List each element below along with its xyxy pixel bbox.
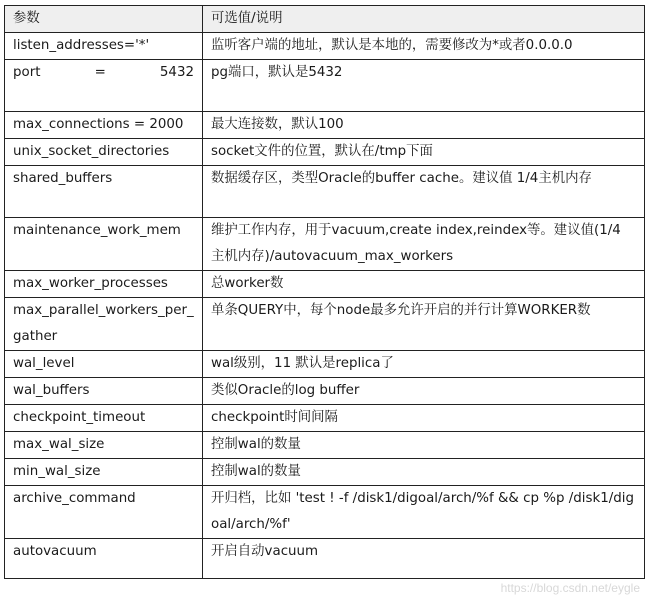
param-desc: 监听客户端的地址，默认是本地的，需要修改为*或者0.0.0.0 <box>203 33 645 60</box>
table-row <box>5 486 645 539</box>
table-row <box>5 432 645 459</box>
header-row <box>5 6 645 33</box>
param-name: max_worker_processes <box>5 271 203 298</box>
param-name: unix_socket_directories <box>5 139 203 166</box>
param-desc: pg端口，默认是5432 <box>203 60 645 112</box>
param-name <box>5 60 203 112</box>
param-name: wal_level <box>5 351 203 378</box>
param-desc: 开归档，比如 'test ! -f /disk1/digoal/arch/%f && cp %p /disk1/digoal/arch/%f' <box>203 486 645 539</box>
table-body <box>5 33 645 579</box>
table-row <box>5 378 645 405</box>
port-key: port <box>13 65 41 80</box>
param-desc: 最大连接数，默认100 <box>203 112 645 139</box>
param-name: wal_buffers <box>5 378 203 405</box>
table-row <box>5 405 645 432</box>
table-row <box>5 539 645 579</box>
param-desc: 控制wal的数量 <box>203 459 645 486</box>
table-row <box>5 33 645 60</box>
param-name: checkpoint_timeout <box>5 405 203 432</box>
table-row <box>5 271 645 298</box>
param-desc: 数据缓存区，类型Oracle的buffer cache。建议值 1/4主机内存 <box>203 166 645 218</box>
param-desc: 维护工作内存，用于vacuum,create index,reindex等。建议值(1/4 主机内存)/autovacuum_max_workers <box>203 218 645 271</box>
header-desc: 可选值/说明 <box>203 6 645 33</box>
param-name: max_connections = 2000 <box>5 112 203 139</box>
param-name: maintenance_work_mem <box>5 218 203 271</box>
table-row <box>5 218 645 271</box>
parameter-table <box>4 5 645 579</box>
table-row <box>5 60 645 112</box>
table-row <box>5 298 645 351</box>
param-desc: 单条QUERY中，每个node最多允许开启的并行计算WORKER数 <box>203 298 645 351</box>
param-name: listen_addresses='*' <box>5 33 203 60</box>
param-name: max_wal_size <box>5 432 203 459</box>
param-desc: checkpoint时间间隔 <box>203 405 645 432</box>
param-desc: socket文件的位置，默认在/tmp下面 <box>203 139 645 166</box>
port-name-cell <box>13 60 194 86</box>
watermark-text: https://blog.csdn.net/eygle <box>500 581 640 595</box>
param-desc: wal级别，11 默认是replica了 <box>203 351 645 378</box>
param-name: shared_buffers <box>5 166 203 218</box>
table-row <box>5 112 645 139</box>
table-row <box>5 139 645 166</box>
param-name: autovacuum <box>5 539 203 579</box>
param-name: min_wal_size <box>5 459 203 486</box>
table-row <box>5 459 645 486</box>
param-desc: 总worker数 <box>203 271 645 298</box>
header-param: 参数 <box>5 6 203 33</box>
param-name: max_parallel_workers_per_gather <box>5 298 203 351</box>
table-row <box>5 351 645 378</box>
table-row <box>5 166 645 218</box>
table-header <box>5 6 645 33</box>
port-equals: = <box>94 65 106 80</box>
port-value: 5432 <box>159 65 194 80</box>
param-name: archive_command <box>5 486 203 539</box>
param-desc: 控制wal的数量 <box>203 432 645 459</box>
param-desc: 类似Oracle的log buffer <box>203 378 645 405</box>
param-desc: 开启自动vacuum <box>203 539 645 579</box>
